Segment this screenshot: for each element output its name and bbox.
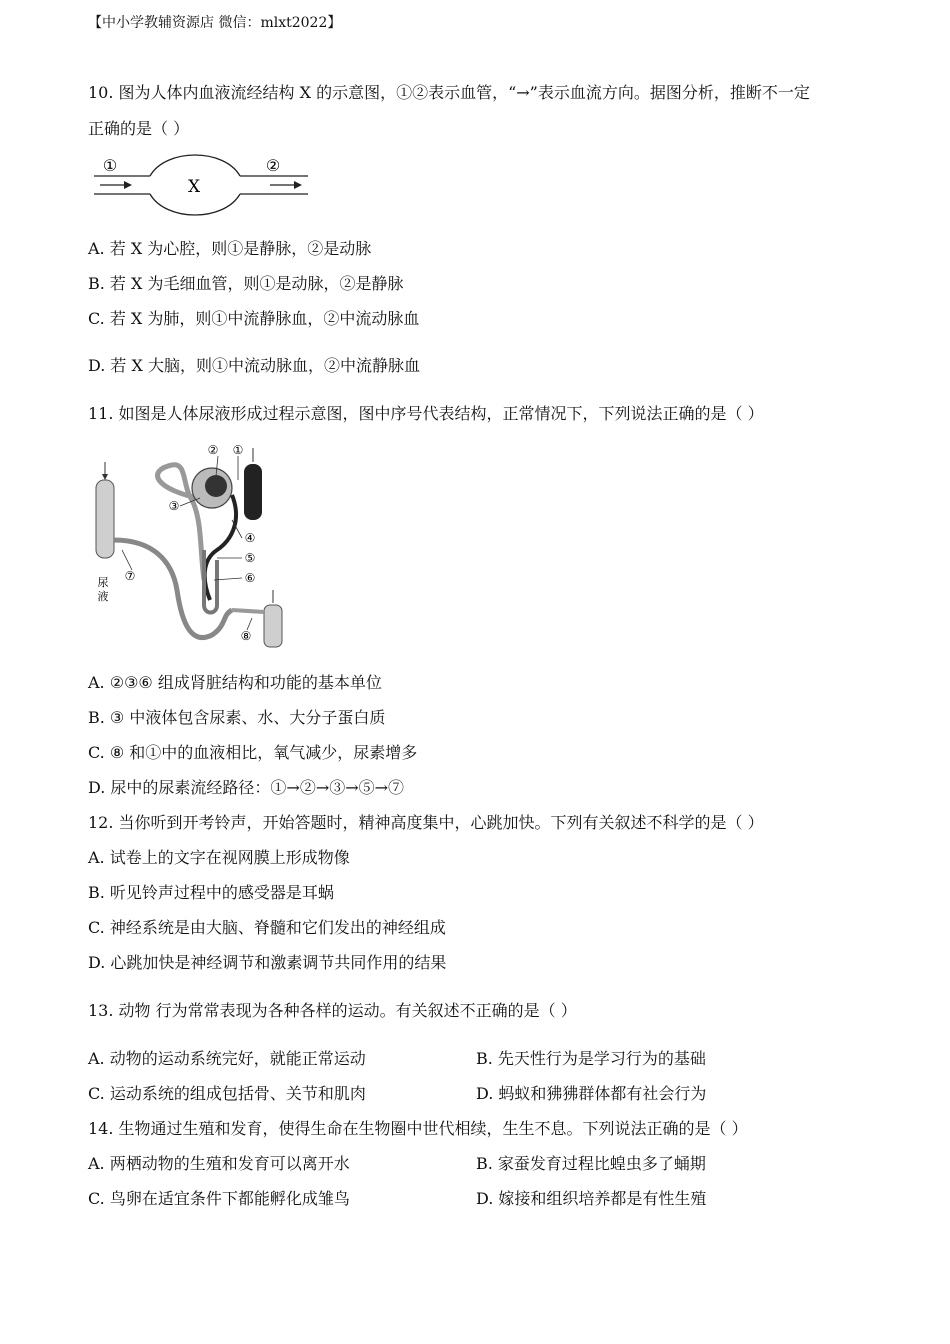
q12-option-a: A. 试卷上的文字在视网膜上形成物像: [88, 848, 350, 867]
q10-blood-flow-figure: [88, 150, 318, 226]
nephron-label-4: ④: [244, 531, 256, 545]
arrow-right-icon: [124, 181, 132, 189]
q11-option-a: A. ②③⑥ 组成肾脏结构和功能的基本单位: [88, 673, 382, 692]
q12-stem: 12. 当你听到开考铃声，开始答题时，精神高度集中，心跳加快。下列有关叙述不科学的是（ ）: [88, 813, 764, 832]
q13-option-c: C. 运动系统的组成包括骨、关节和肌肉: [88, 1084, 366, 1103]
urine-label-char2: 液: [97, 590, 109, 603]
q11-option-c: C. ⑧ 和①中的血液相比，氧气减少，尿素增多: [88, 743, 418, 762]
nephron-label-5: ⑤: [244, 551, 256, 565]
page-header: 【中小学教辅资源店 微信：mlxt2022】: [88, 15, 342, 31]
q13-option-b: B. 先天性行为是学习行为的基础: [476, 1049, 706, 1068]
arrow-right-icon: [294, 181, 302, 189]
q11-nephron-figure: [92, 440, 292, 655]
nephron-label-2: ②: [207, 443, 219, 457]
q10-option-c: C. 若 X 为肺，则①中流静脉血，②中流动脉血: [88, 309, 420, 328]
nephron-label-7: ⑦: [124, 569, 136, 583]
q12-option-b: B. 听见铃声过程中的感受器是耳蜗: [88, 883, 334, 902]
vessel-2-label: ②: [265, 156, 281, 175]
q13-option-a: A. 动物的运动系统完好，就能正常运动: [88, 1049, 366, 1068]
urine-label-char1: 尿: [97, 576, 109, 589]
q10-option-d: D. 若 X 大脑，则①中流动脉血，②中流静脉血: [88, 356, 420, 375]
q13-stem: 13. 动物 行为常常表现为各种各样的运动。有关叙述不正确的是（ ）: [88, 1001, 577, 1020]
q12-option-d: D. 心跳加快是神经调节和激素调节共同作用的结果: [88, 953, 447, 972]
q10-option-b: B. 若 X 为毛细血管，则①是动脉，②是静脉: [88, 274, 404, 293]
q14-stem: 14. 生物通过生殖和发育，使得生命在生物圈中世代相续，生生不息。下列说法正确的是（ ）: [88, 1119, 748, 1138]
nephron-label-8: ⑧: [240, 629, 252, 643]
q11-stem: 11. 如图是人体尿液形成过程示意图，图中序号代表结构，正常情况下，下列说法正确的是（ ）: [88, 404, 764, 423]
vessel-1-label: ①: [102, 156, 118, 175]
q11-option-b: B. ③ 中液体包含尿素、水、大分子蛋白质: [88, 708, 386, 727]
q10-stem-line2: 正确的是（ ）: [88, 119, 190, 138]
q12-option-c: C. 神经系统是由大脑、脊髓和它们发出的神经组成: [88, 918, 446, 937]
q11-option-d: D. 尿中的尿素流经路径：①→②→③→⑤→⑦: [88, 778, 405, 797]
q10-stem-line1: 10. 图为人体内血液流经结构 X 的示意图，①②表示血管，“→”表示血流方向。据图分析，推断不一定: [88, 83, 810, 102]
q14-option-a: A. 两栖动物的生殖和发育可以离开水: [88, 1154, 350, 1173]
q14-option-c: C. 鸟卵在适宜条件下都能孵化成雏鸟: [88, 1189, 350, 1208]
q14-option-b: B. 家蚕发育过程比蝗虫多了蛹期: [476, 1154, 706, 1173]
nephron-label-6: ⑥: [244, 571, 256, 585]
q13-option-d: D. 蚂蚁和狒狒群体都有社会行为: [476, 1084, 707, 1103]
nephron-label-3: ③: [168, 499, 180, 513]
q10-option-a: A. 若 X 为心腔，则①是静脉，②是动脉: [88, 239, 372, 258]
nephron-label-1: ①: [232, 443, 244, 457]
structure-x-label: X: [187, 177, 201, 197]
q14-option-d: D. 嫁接和组织培养都是有性生殖: [476, 1189, 707, 1208]
